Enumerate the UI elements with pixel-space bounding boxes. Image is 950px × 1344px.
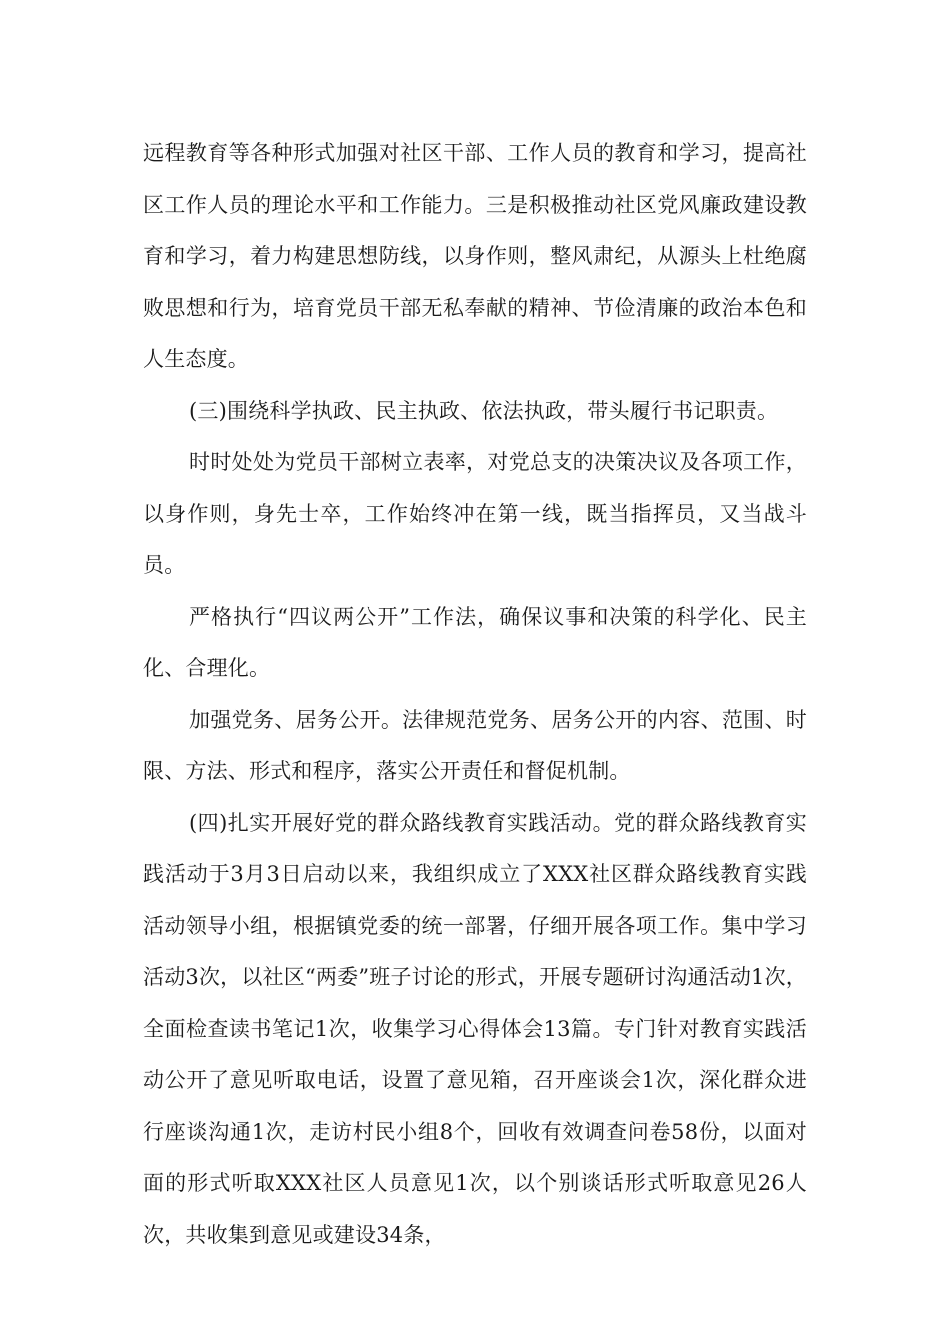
paragraph-4: 严格执行“四议两公开”工作法，确保议事和决策的科学化、民主化、合理化。 bbox=[143, 604, 807, 680]
document-body bbox=[143, 128, 807, 1261]
paragraph-1: 远程教育等各种形式加强对社区干部、工作人员的教育和学习，提高社区工作人员的理论水平和工作能力。三是积极推动社区党风廉政建设教育和学习，着力构建思想防线，以身作则，整风肃纪，从源头上杜绝腐败思想和行为，培育党员干部无私奉献的精神、节俭清廉的政治本色和人生态度。 bbox=[143, 141, 807, 371]
paragraph-6: (四)扎实开展好党的群众路线教育实践活动。党的群众路线教育实践活动于3月3日启动以来，我组织成立了XXX社区群众路线教育实践活动领导小组，根据镇党委的统一部署，仔细开展各项工作。集中学习活动3次，以社区“两委”班子讨论的形式，开展专题研讨沟通活动1次，全面检查读书笔记1次，收集学习心得体会13篇。专门针对教育实践活动公开了意见听取电话，设置了意见箱，召开座谈会1次，深化群众进行座谈沟通1次，走访村民小组8个，回收有效调查问卷58份，以面对面的形式听取XXX社区人员意见1次，以个别谈话形式听取意见26人次，共收集到意见或建设34条， bbox=[143, 810, 807, 1247]
paragraph-2: (三)围绕科学执政、民主执政、依法执政，带头履行书记职责。 bbox=[189, 398, 779, 423]
paragraph-5: 加强党务、居务公开。法律规范党务、居务公开的内容、范围、时限、方法、形式和程序，落实公开责任和督促机制。 bbox=[143, 707, 807, 783]
paragraph-3: 时时处处为党员干部树立表率，对党总支的决策决议及各项工作，以身作则，身先士卒，工作始终冲在第一线，既当指挥员，又当战斗员。 bbox=[143, 450, 807, 577]
